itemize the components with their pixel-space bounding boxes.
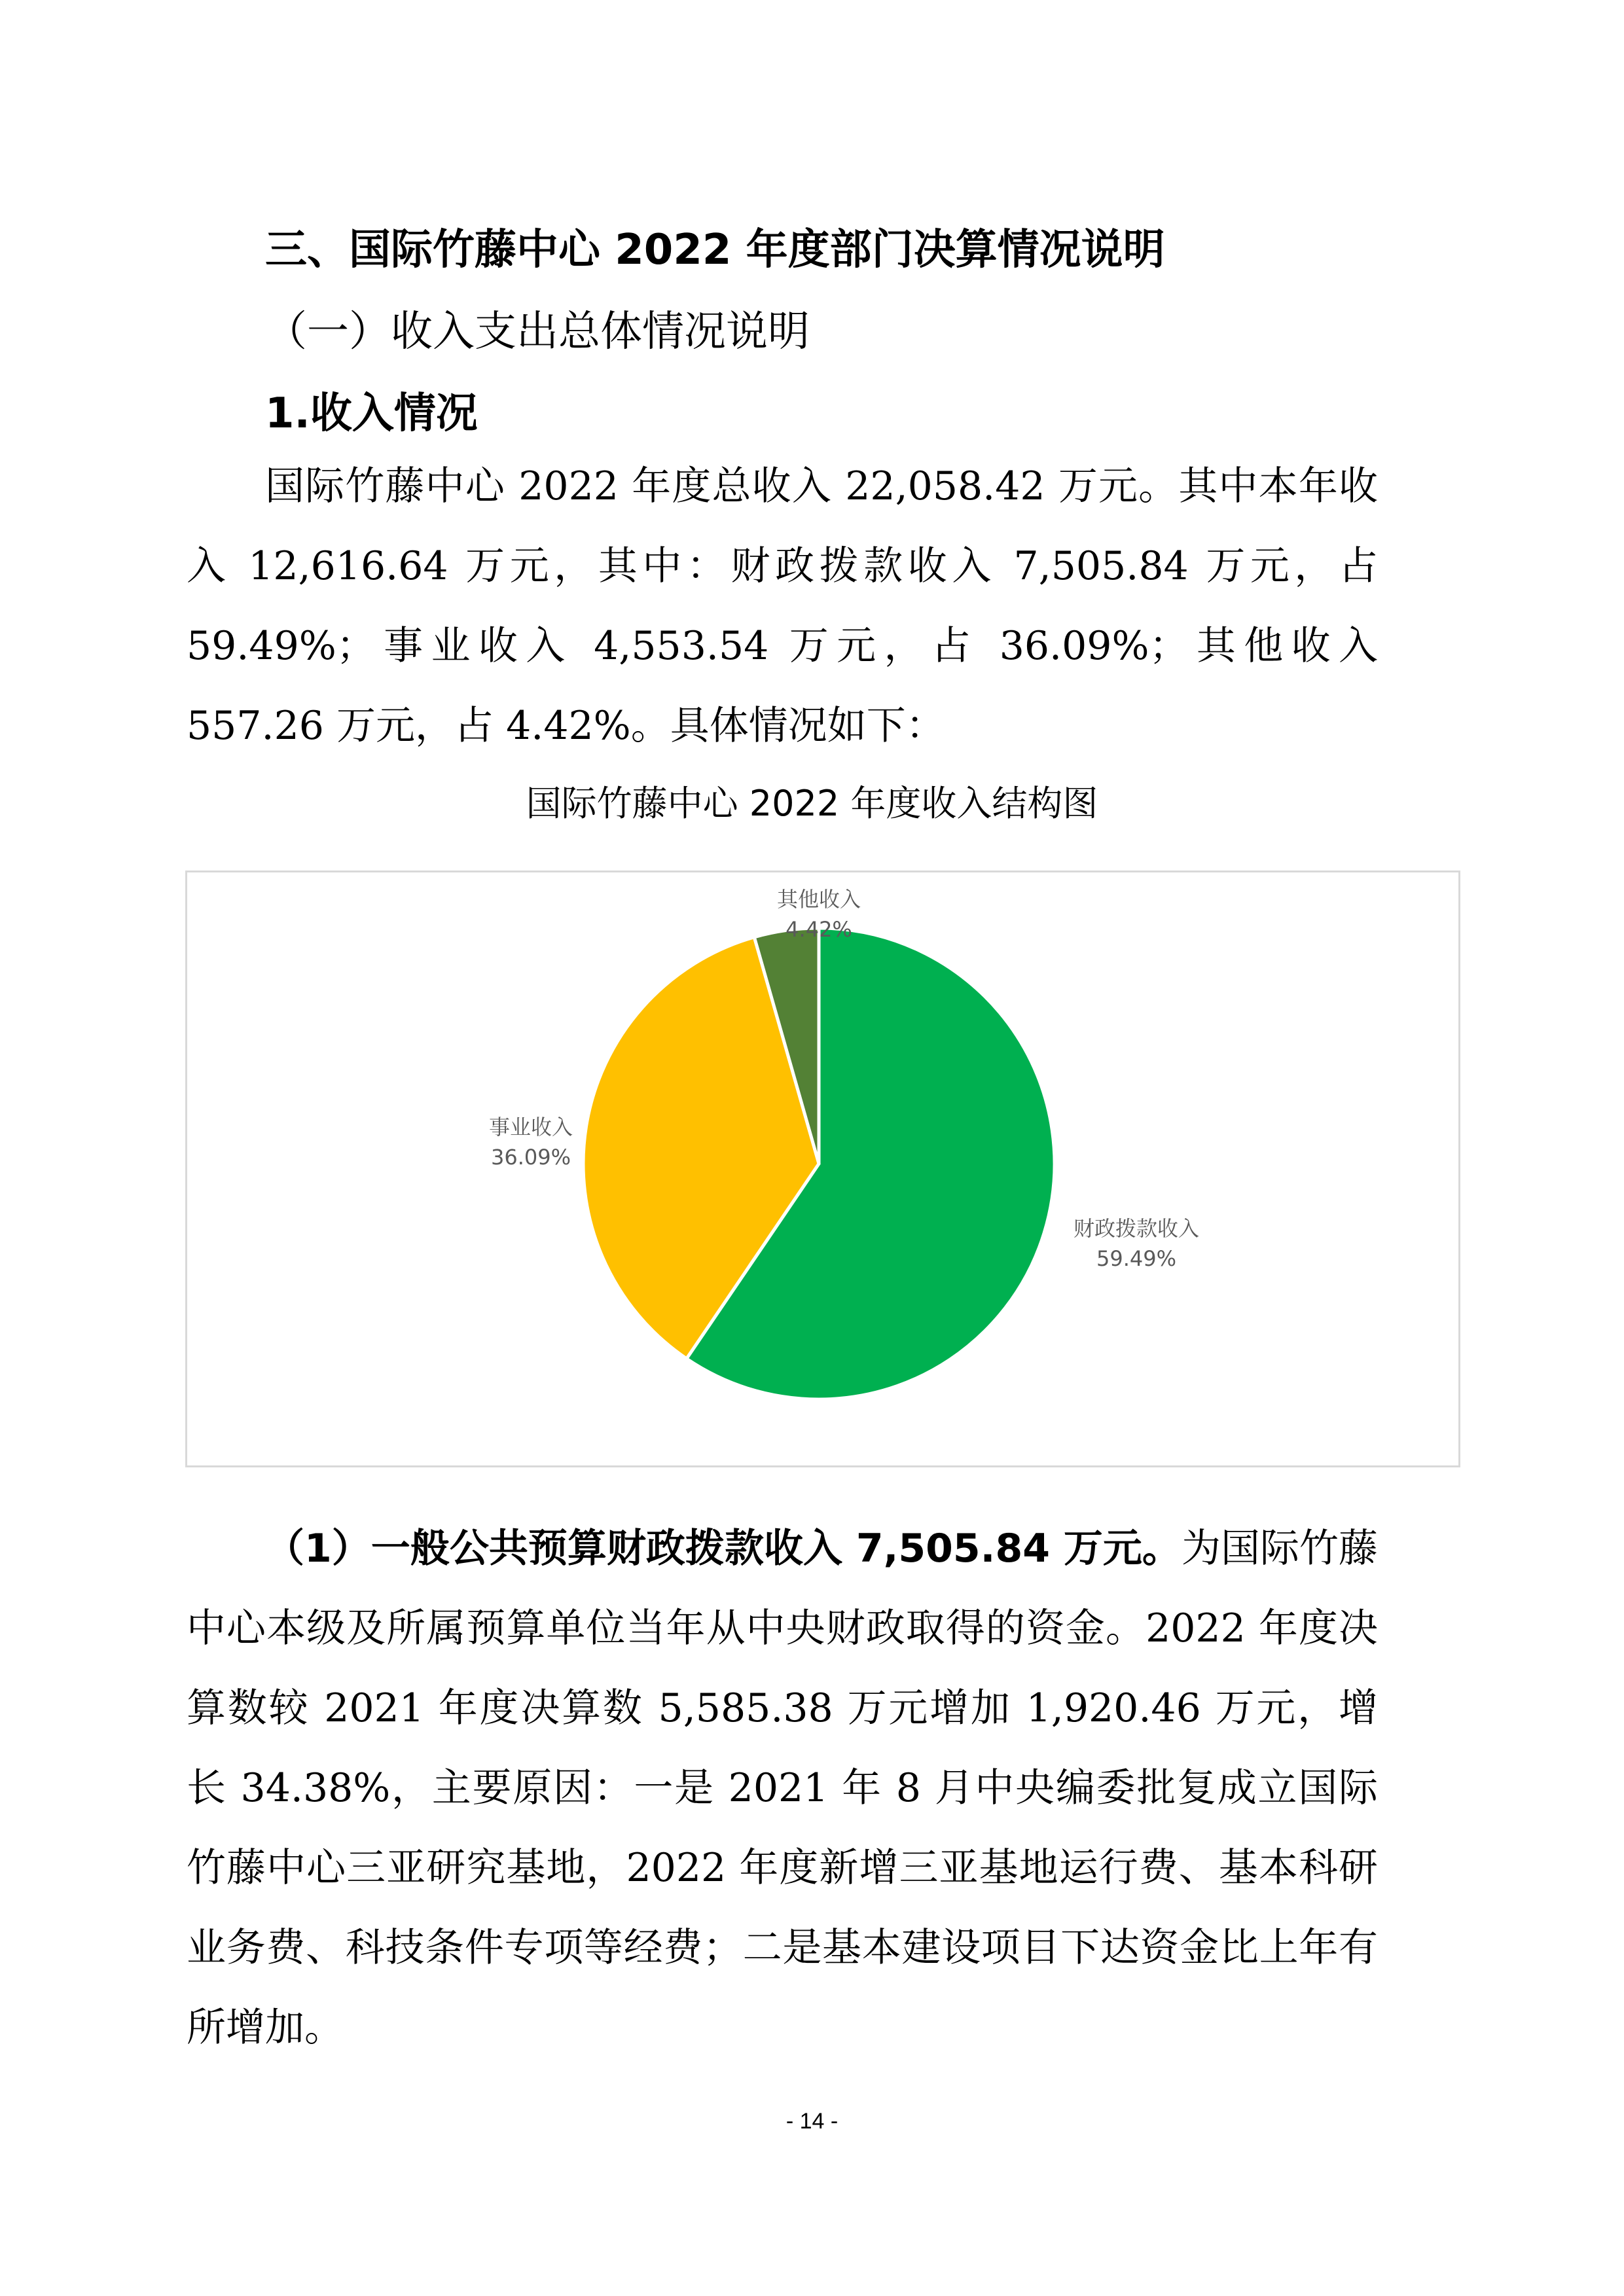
- label-business-income-name: 事业收入: [488, 1115, 573, 1139]
- fiscal-appropriation-body: 为国际竹藤中心本级及所属预算单位当年从中央财政取得的资金。2022 年度决算数较 2021 年度决算数 5,585.38 万元增加 1,920.46 万元，增长 34.38%，主要原因：一是 2021 年 8 月中央编委批复成立国际竹藤中心三亚研究基地，2022 年度新增三亚基地运行费、基本科研业务费、科技条件专项等经费；二是基本建设项目下达资金比上年有所增加。: [187, 1526, 1379, 2051]
- pie-chart-svg: [187, 872, 1462, 1469]
- fiscal-appropriation-paragraph: [187, 1509, 1378, 2068]
- fiscal-appropriation-lead: （1）一般公共预算财政拨款收入 7,505.84 万元。: [265, 1526, 1182, 1571]
- pie-chart: [185, 870, 1460, 1467]
- label-fiscal-appropriation-value: 59.49%: [1096, 1246, 1177, 1271]
- label-fiscal-appropriation-name: 财政拨款收入: [1073, 1216, 1200, 1241]
- label-other-income-name: 其他收入: [776, 887, 861, 912]
- label-other-income-value: 4.42%: [785, 917, 852, 942]
- item-heading: 1.收入情况: [265, 389, 478, 438]
- chart-title: 国际竹藤中心 2022 年度收入结构图: [526, 783, 1098, 824]
- page-number: - 14 -: [785, 2109, 839, 2134]
- label-business-income-value: 36.09%: [490, 1145, 571, 1170]
- subsection-heading: （一）收入支出总体情况说明: [265, 308, 810, 356]
- income-summary-paragraph: 国际竹藤中心 2022 年度总收入 22,058.42 万元。其中本年收入 12,616.64 万元，其中：财政拨款收入 7,505.84 万元，占 59.49%；事业收入 4,553.54 万元，占 36.09%；其他收入 557.26 万元，占 4.42%。具体情况如下：: [187, 463, 1378, 749]
- section-heading: 三、国际竹藤中心 2022 年度部门决算情况说明: [265, 226, 1165, 274]
